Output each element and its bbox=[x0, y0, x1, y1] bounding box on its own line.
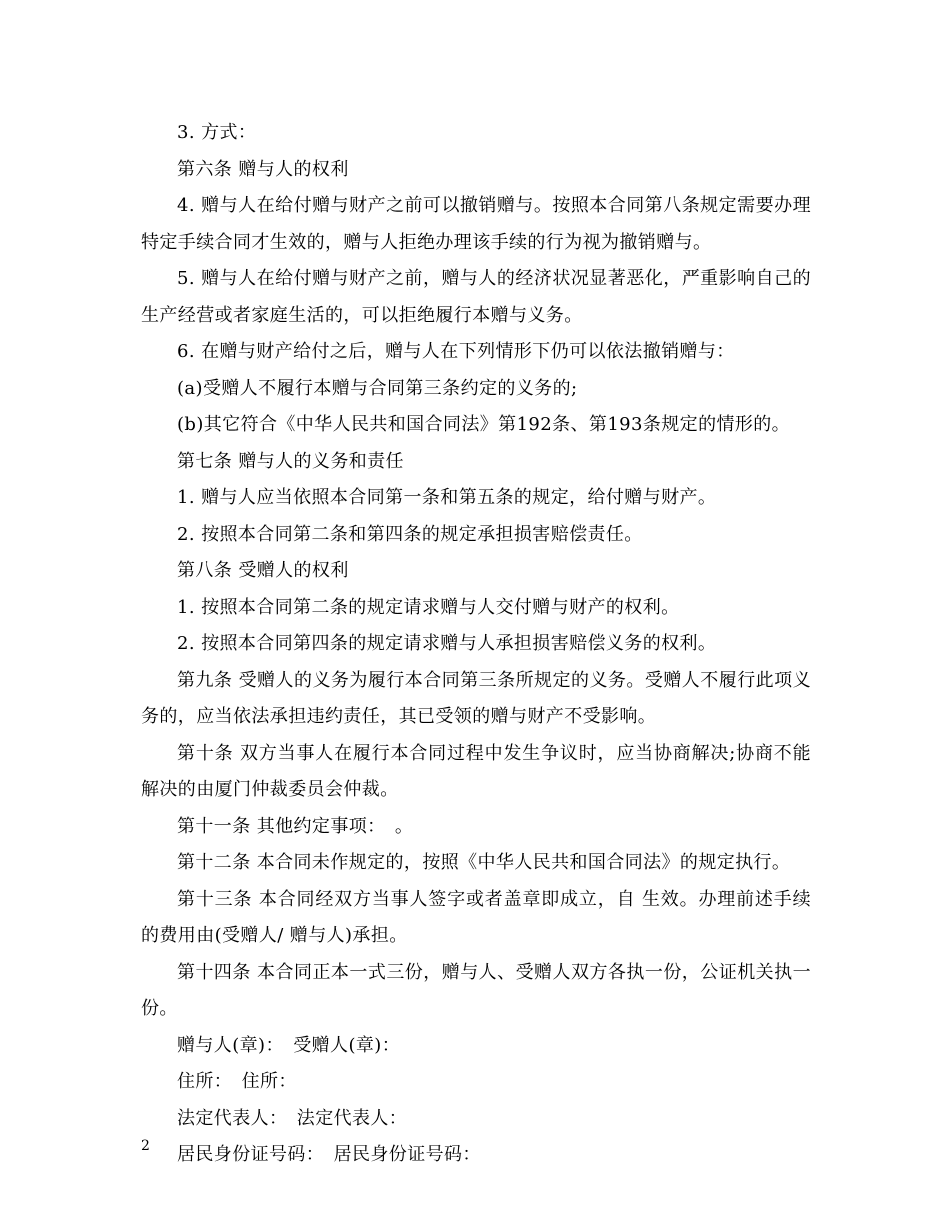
article-14-paragraph: 第十四条 本合同正本一式三份，赠与人、受赠人双方各执一份，公证机关执一份。 bbox=[141, 961, 811, 1019]
id-number-line: 居民身份证号码： 居民身份证号码： bbox=[177, 1144, 481, 1165]
article-7-clause-2: 2. 按照本合同第二条和第四条的规定承担损害赔偿责任。 bbox=[177, 523, 643, 545]
address-line: 住所： 住所： bbox=[177, 1071, 297, 1092]
article-13-paragraph: 第十三条 本合同经双方当事人签字或者盖章即成立，自 生效。办理前述手续的费用由(受赠人/ 赠与人)承担。 bbox=[141, 888, 811, 946]
clause-3-method: 3. 方式： bbox=[177, 122, 257, 143]
article-8-heading: 第八条 受赠人的权利 bbox=[177, 560, 349, 581]
clause-4-paragraph: 4. 赠与人在给付赠与财产之前可以撤销赠与。按照本合同第八条规定需要办理特定手续合同才生效的，赠与人拒绝办理该手续的行为视为撤销赠与。 bbox=[141, 195, 811, 253]
item-b-paragraph: (b)其它符合《中华人民共和国合同法》第192条、第193条规定的情形的。 bbox=[177, 414, 791, 435]
signature-seal-line: 赠与人(章)： 受赠人(章)： bbox=[177, 1034, 401, 1056]
article-7-clause-1: 1. 赠与人应当依照本合同第一条和第五条的规定，给付赠与财产。 bbox=[177, 487, 717, 508]
page-number: 2 bbox=[141, 1138, 150, 1154]
article-6-heading: 第六条 赠与人的权利 bbox=[177, 158, 349, 180]
article-9-paragraph: 第九条 受赠人的义务为履行本合同第三条所规定的义务。受赠人不履行此项义务的，应当依法承担违约责任，其已受领的赠与财产不受影响。 bbox=[141, 669, 811, 727]
document-body bbox=[141, 115, 811, 1174]
clause-6-paragraph: 6. 在赠与财产给付之后，赠与人在下列情形下仍可以依法撤销赠与： bbox=[177, 341, 735, 362]
article-8-clause-2: 2. 按照本合同第四条的规定请求赠与人承担损害赔偿义务的权利。 bbox=[177, 633, 717, 654]
clause-5-paragraph: 5. 赠与人在给付赠与财产之前，赠与人的经济状况显著恶化，严重影响自己的生产经营或者家庭生活的，可以拒绝履行本赠与义务。 bbox=[141, 268, 811, 326]
article-11-paragraph: 第十一条 其他约定事项： 。 bbox=[177, 815, 414, 837]
legal-representative-line: 法定代表人： 法定代表人： bbox=[177, 1107, 408, 1129]
article-7-heading: 第七条 赠与人的义务和责任 bbox=[177, 450, 404, 472]
item-a-paragraph: (a)受赠人不履行本赠与合同第三条约定的义务的; bbox=[177, 377, 578, 399]
article-8-clause-1: 1. 按照本合同第二条的规定请求赠与人交付赠与财产的权利。 bbox=[177, 596, 680, 618]
article-10-paragraph: 第十条 双方当事人在履行本合同过程中发生争议时，应当协商解决;协商不能解决的由厦门仲裁委员会仲裁。 bbox=[141, 742, 811, 800]
article-12-paragraph: 第十二条 本合同未作规定的，按照《中华人民共和国合同法》的规定执行。 bbox=[177, 852, 791, 873]
